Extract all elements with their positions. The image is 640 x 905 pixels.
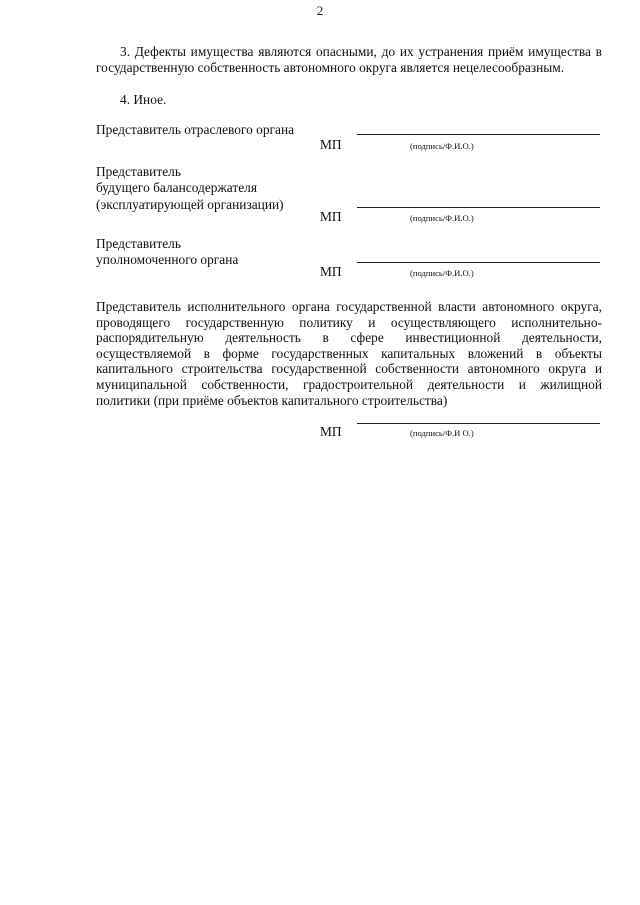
signatory-4-signature-caption: (подпись/Ф.И О.) (410, 428, 474, 438)
signatory-4-text: Представитель исполнительного органа государственной власти автономного округа, проводящего государственную политику и осуществляющего исполнительно-распорядительную деятельность в сфере инвестиционной деятельности, осуществляемой в форме государственных капитальных вложений в объекты капитального строительства государственной собственности автономного округа и муниципальной собственности, градостроительной деятельности и жилищной политики (при приёме объектов капитального строительства) (96, 299, 602, 408)
signatory-1-label (96, 122, 294, 138)
signatory-4-signature-line (357, 423, 600, 424)
signatory-3-signature-caption: (подпись/Ф.И.О.) (410, 268, 474, 278)
item-3-text: 3. Дефекты имущества являются опасными, до их устранения приём имущества в государственную собственность автономного округа является нецелесообразным. (96, 44, 602, 75)
item-4-text: 4. Иное. (120, 92, 167, 107)
signatory-4-label (96, 299, 602, 408)
signatory-1-signature-caption: (подпись/Ф.И.О.) (410, 141, 474, 151)
signatory-2-label (96, 164, 284, 213)
signatory-2-line-1: Представитель (96, 164, 181, 179)
item-3-paragraph (96, 44, 602, 75)
signatory-2-signature-caption: (подпись/Ф.И.О.) (410, 213, 474, 223)
signatory-1-stamp-label: МП (320, 137, 342, 152)
signatory-2-signature-line (357, 207, 600, 208)
signatory-3-label (96, 236, 238, 269)
signatory-3-line-2: уполномоченного органа (96, 252, 239, 268)
signatory-3-line-1: Представитель (96, 236, 181, 251)
signatory-4-stamp-label: МП (320, 424, 342, 439)
page-number: 2 (316, 3, 324, 18)
item-4-paragraph (96, 92, 602, 108)
signatory-3-signature-line (357, 262, 600, 263)
signatory-3-stamp-label: МП (320, 264, 342, 279)
signatory-2-stamp-label: МП (320, 209, 342, 224)
signatory-2-line-3: (эксплуатирующей организации) (96, 196, 284, 212)
signatory-2-line-2: будущего балансодержателя (96, 180, 257, 196)
signatory-1-signature-line (357, 134, 600, 135)
signatory-1-line-1: Представитель отраслевого органа (96, 122, 295, 137)
